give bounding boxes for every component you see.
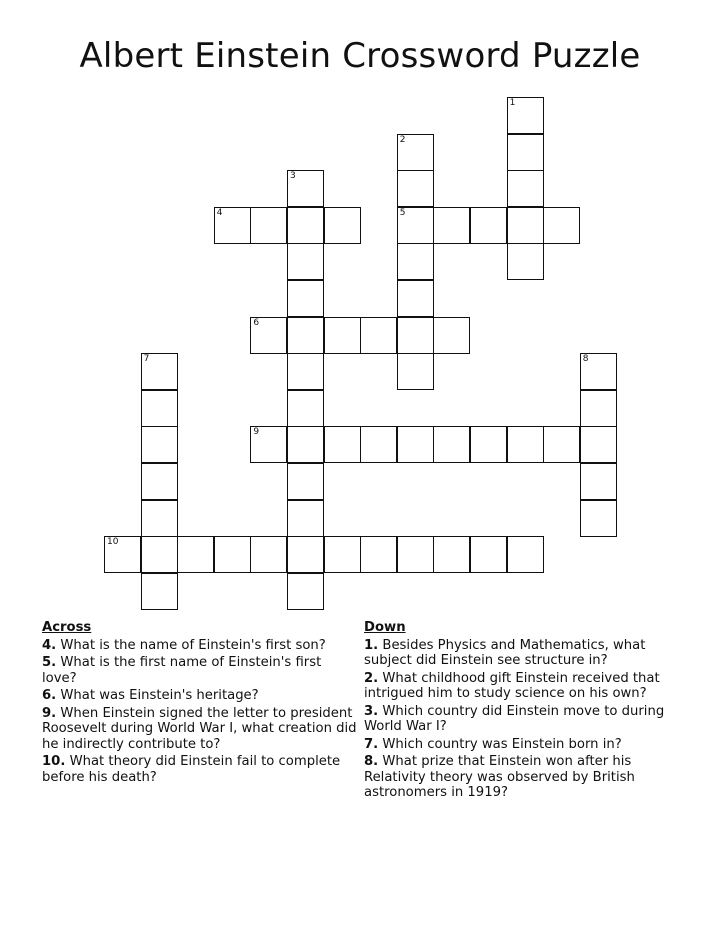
grid-cell[interactable] [580,500,617,537]
clue-down-8 [364,754,689,801]
cell-number: 8 [582,354,589,365]
across-clues [42,620,357,787]
clue-down-7 [364,737,689,753]
grid-cell[interactable] [507,243,544,280]
grid-cell[interactable] [287,170,324,207]
grid-cell[interactable] [433,207,470,244]
grid-cell[interactable] [507,207,544,244]
cell-number: 1 [509,98,516,108]
clue-text: Which country was Einstein born in? [382,736,622,752]
grid-cell[interactable] [397,134,434,171]
grid-cell[interactable] [287,536,324,573]
grid-cell[interactable] [141,463,178,500]
clue-number: 5. [42,655,57,670]
grid-cell[interactable] [250,317,287,354]
grid-cell[interactable] [470,207,507,244]
down-clues [364,620,689,803]
grid-cell[interactable] [250,536,287,573]
grid-cell[interactable] [470,426,507,463]
grid-cell[interactable] [141,426,178,463]
clue-number: 10. [42,754,66,769]
clue-across-6 [42,688,357,704]
grid-cell[interactable] [324,317,361,354]
grid-cell[interactable] [324,426,361,463]
clue-across-4 [42,638,357,654]
cell-number: 10 [107,537,119,548]
grid-cell[interactable] [507,426,544,463]
grid-cell[interactable] [287,243,324,280]
clue-down-3 [364,704,689,735]
grid-cell[interactable] [543,426,580,463]
clue-across-9 [42,706,357,753]
grid-cell[interactable] [141,390,178,427]
clue-text: What theory did Einstein fail to complete before his death? [42,754,341,785]
across-heading: Across [42,620,92,635]
grid-cell[interactable] [287,500,324,537]
grid-cell[interactable] [397,317,434,354]
grid-cell[interactable] [397,280,434,317]
grid-cell[interactable] [433,426,470,463]
clue-across-10 [42,754,357,785]
clue-number: 1. [364,637,379,653]
grid-cell[interactable] [360,426,397,463]
clue-text: What prize that Einstein won after his Relativity theory was observed by British astronomers in 1919? [364,754,635,800]
grid-cell[interactable] [433,536,470,573]
grid-cell[interactable] [214,207,251,244]
clue-text: What is the first name of Einstein's first love? [42,655,322,686]
cell-number: 9 [253,427,260,438]
grid-cell[interactable] [287,317,324,354]
clue-number: 4. [42,637,57,653]
grid-cell[interactable] [397,426,434,463]
grid-cell[interactable] [141,536,178,573]
cell-number: 3 [290,171,296,182]
grid-cell[interactable] [397,243,434,280]
grid-cell[interactable] [433,317,470,354]
grid-cell[interactable] [580,390,617,427]
cell-number: 4 [216,207,223,218]
grid-cell[interactable] [397,170,434,207]
grid-cell[interactable] [360,317,397,354]
grid-cell[interactable] [287,463,324,500]
clue-number: 6. [42,688,57,703]
grid-cell[interactable] [580,463,617,500]
cell-number: 2 [399,134,406,145]
grid-cell[interactable] [543,207,580,244]
grid-cell[interactable] [507,97,544,134]
grid-cell[interactable] [141,573,178,610]
cell-number: 6 [253,317,260,328]
grid-cell[interactable] [287,426,324,463]
clue-across-5 [42,655,357,686]
grid-cell[interactable] [250,207,287,244]
clue-number: 7. [364,736,379,752]
down-heading: Down [364,620,406,635]
grid-cell[interactable] [470,536,507,573]
grid-cell[interactable] [104,536,141,573]
clue-down-2 [364,671,689,702]
page-title: Albert Einstein Crossword Puzzle [79,36,641,76]
grid-cell[interactable] [214,536,251,573]
grid-cell[interactable] [507,170,544,207]
clue-number: 8. [364,754,379,769]
grid-cell[interactable] [287,280,324,317]
grid-cell[interactable] [324,536,361,573]
grid-cell[interactable] [250,426,287,463]
grid-cell[interactable] [507,134,544,171]
grid-cell[interactable] [287,573,324,610]
clue-number: 3. [364,703,379,719]
clue-text: Besides Physics and Mathematics, what subject did Einstein see structure in? [364,637,646,668]
grid-cell[interactable] [324,207,361,244]
grid-cell[interactable] [397,353,434,390]
clue-number: 9. [42,705,57,721]
grid-cell[interactable] [287,207,324,244]
grid-cell[interactable] [507,536,544,573]
clue-text: What is the name of Einstein's first son? [60,637,326,653]
grid-cell[interactable] [397,207,434,244]
clue-text: What childhood gift Einstein received that intrigued him to study science on his own? [364,670,660,701]
grid-cell[interactable] [287,353,324,390]
clue-text: What was Einstein's heritage? [60,688,259,703]
grid-cell[interactable] [141,500,178,537]
grid-cell[interactable] [580,426,617,463]
clue-text: When Einstein signed the letter to president Roosevelt during World War I, what creation did he indirectly contribute to? [42,705,357,752]
cell-number: 5 [399,207,406,218]
grid-cell[interactable] [141,353,178,390]
grid-cell[interactable] [580,353,617,390]
grid-cell[interactable] [287,390,324,427]
grid-cell[interactable] [397,536,434,573]
clue-down-1 [364,638,689,669]
clue-text: Which country did Einstein move to during World War I? [364,703,665,734]
cell-number: 7 [143,354,150,365]
clue-number: 2. [364,670,379,686]
grid-cell[interactable] [360,536,397,573]
grid-cell[interactable] [177,536,214,573]
